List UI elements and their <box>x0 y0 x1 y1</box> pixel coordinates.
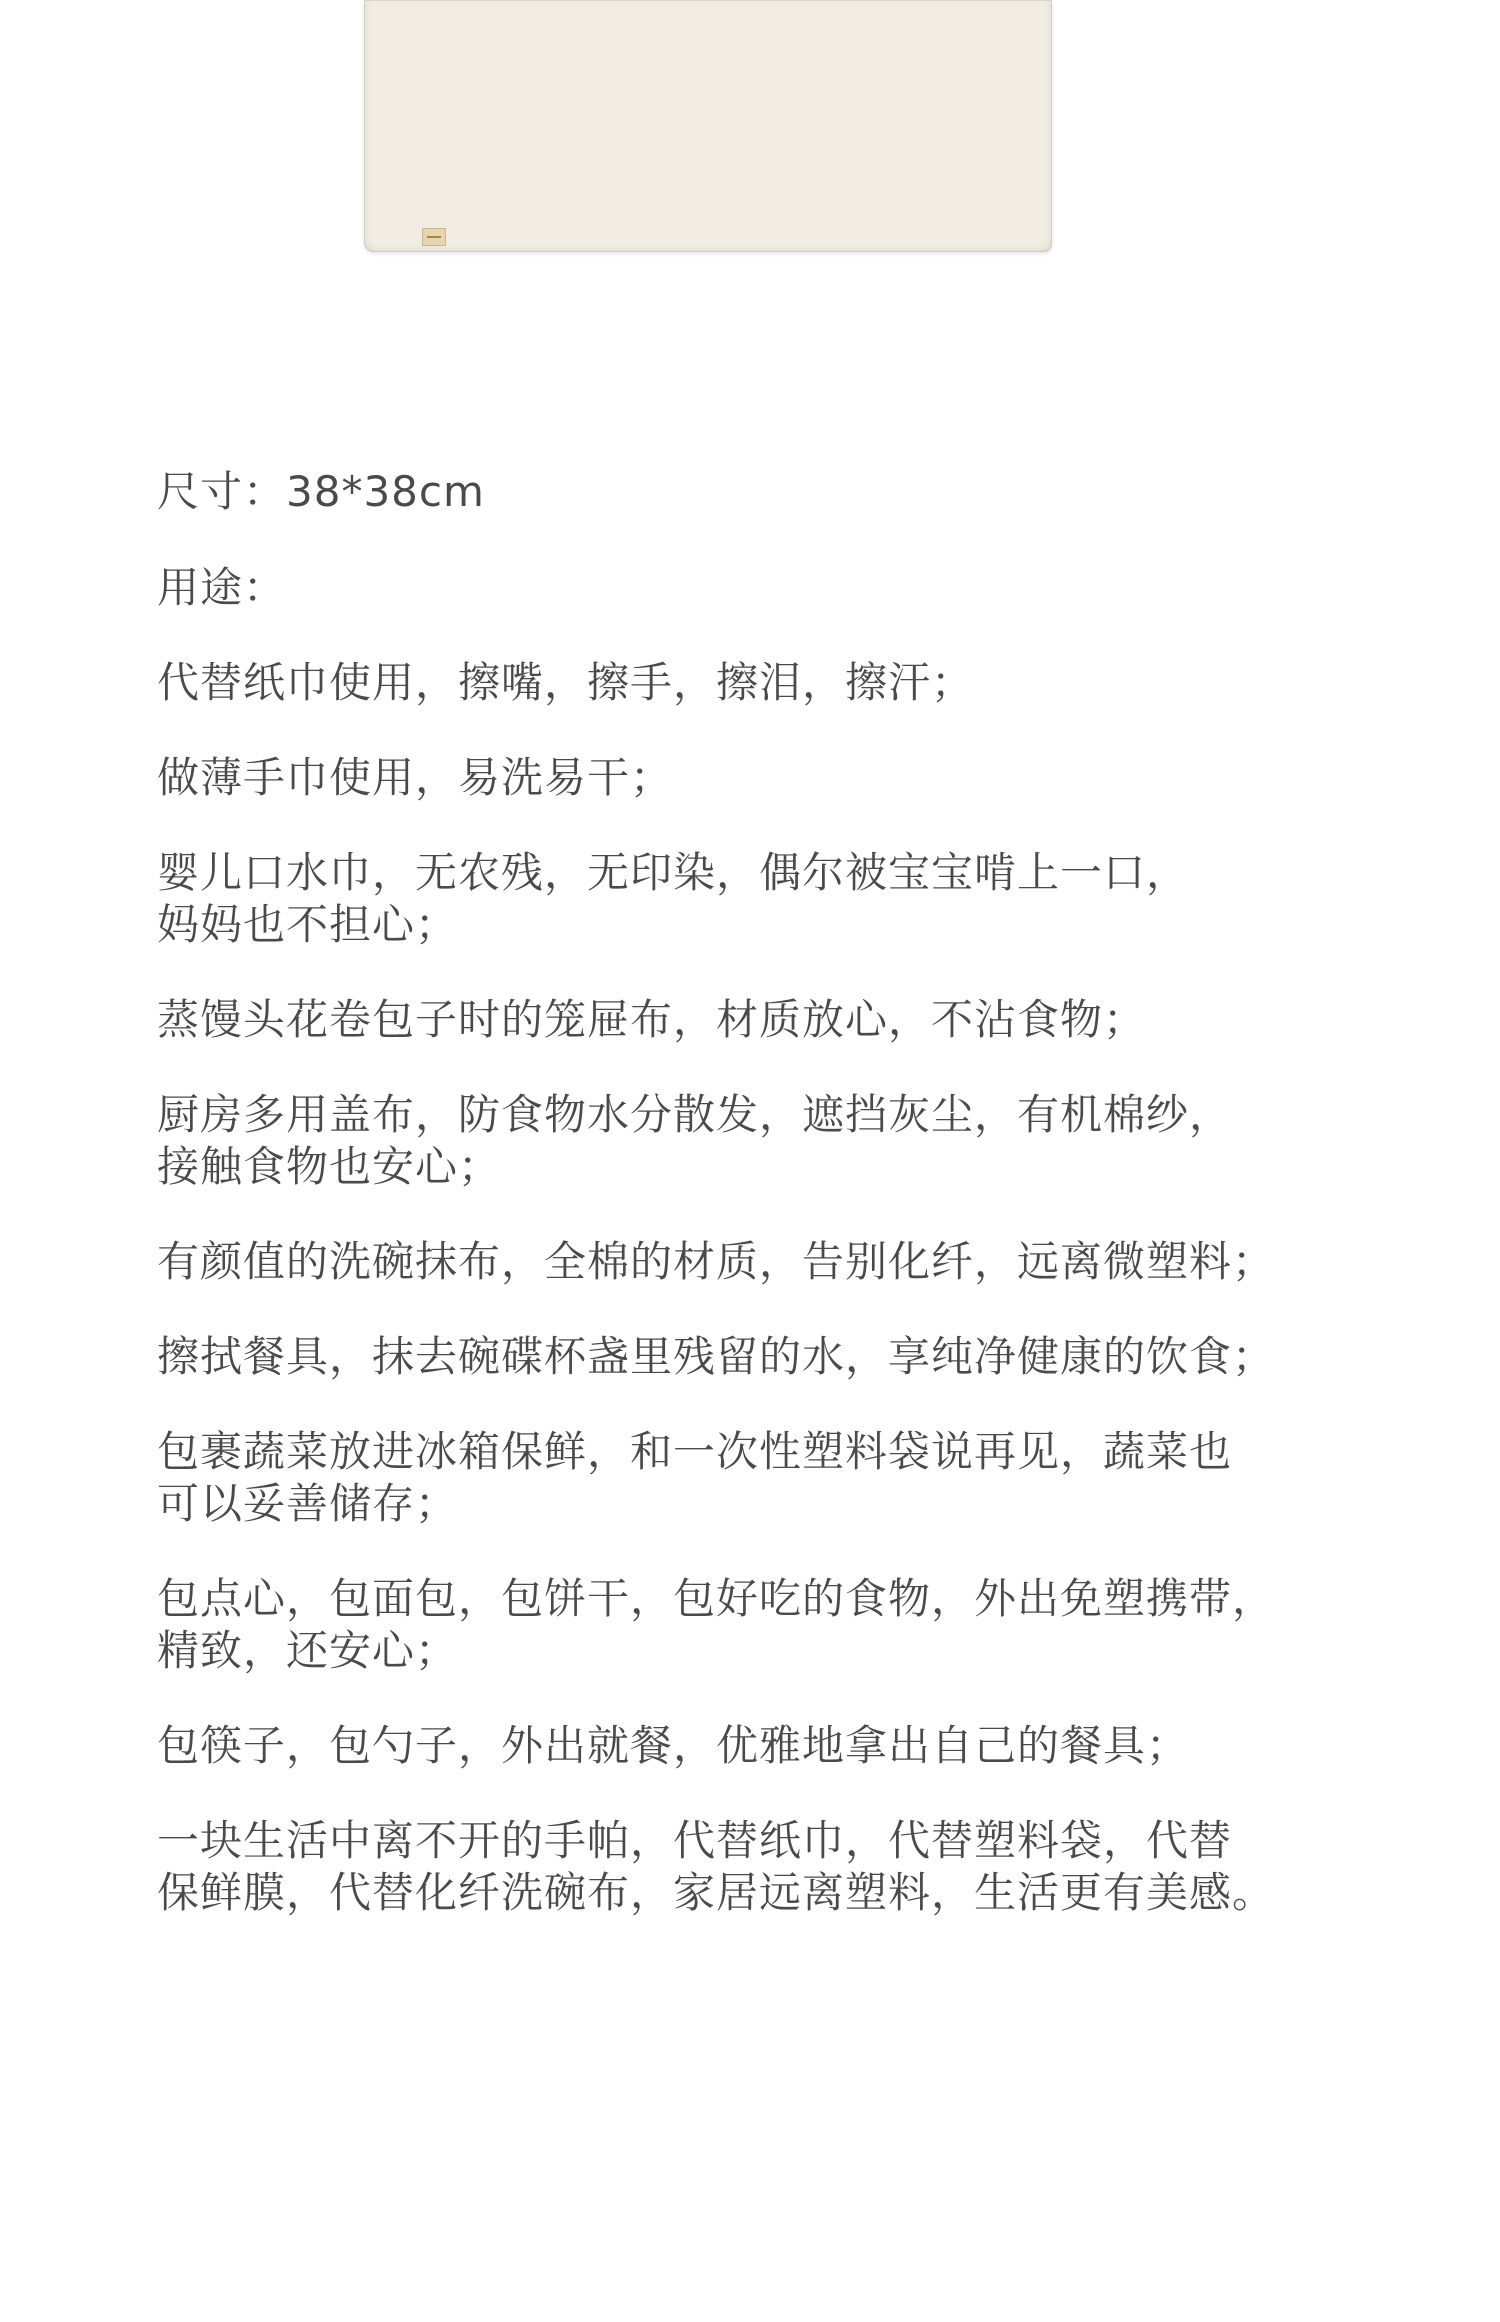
usage-item: 有颜值的洗碗抹布，全棉的材质，告别化纤，远离微塑料； <box>157 1237 1276 1286</box>
usage-heading: 用途： <box>157 563 287 612</box>
product-description <box>157 466 1417 1962</box>
usage-item: 擦拭餐具，抹去碗碟杯盏里残留的水，享纯净健康的饮食； <box>157 1332 1276 1381</box>
product-photo-cloth <box>364 0 1052 252</box>
usage-item: 包点心，包面包，包饼干，包好吃的食物，外出免塑携带， 精致，还安心； <box>157 1574 1276 1675</box>
usage-item: 蒸馒头花卷包子时的笼屉布，材质放心，不沾食物； <box>157 995 1147 1044</box>
usage-item: 做薄手巾使用，易洗易干； <box>157 753 674 802</box>
brand-tag-icon <box>422 228 446 246</box>
cloth-hem <box>364 0 1052 252</box>
usage-item: 代替纸巾使用，擦嘴，擦手，擦泪，擦汗； <box>157 658 975 707</box>
usage-item: 婴儿口水巾，无农残，无印染，偶尔被宝宝啃上一口， 妈妈也不担心； <box>157 848 1190 949</box>
size-spec: 尺寸：38*38cm <box>157 467 485 516</box>
usage-item: 一块生活中离不开的手帕，代替纸巾，代替塑料袋，代替 保鲜膜，代替化纤洗碗布，家居远离塑料，生活更有美感。 <box>157 1816 1276 1917</box>
usage-item: 包裹蔬菜放进冰箱保鲜，和一次性塑料袋说再见，蔬菜也 可以妥善储存； <box>157 1427 1233 1528</box>
usage-item: 包筷子，包勺子，外出就餐，优雅地拿出自己的餐具； <box>157 1721 1190 1770</box>
usage-item: 厨房多用盖布，防食物水分散发，遮挡灰尘，有机棉纱， 接触食物也安心； <box>157 1090 1233 1191</box>
